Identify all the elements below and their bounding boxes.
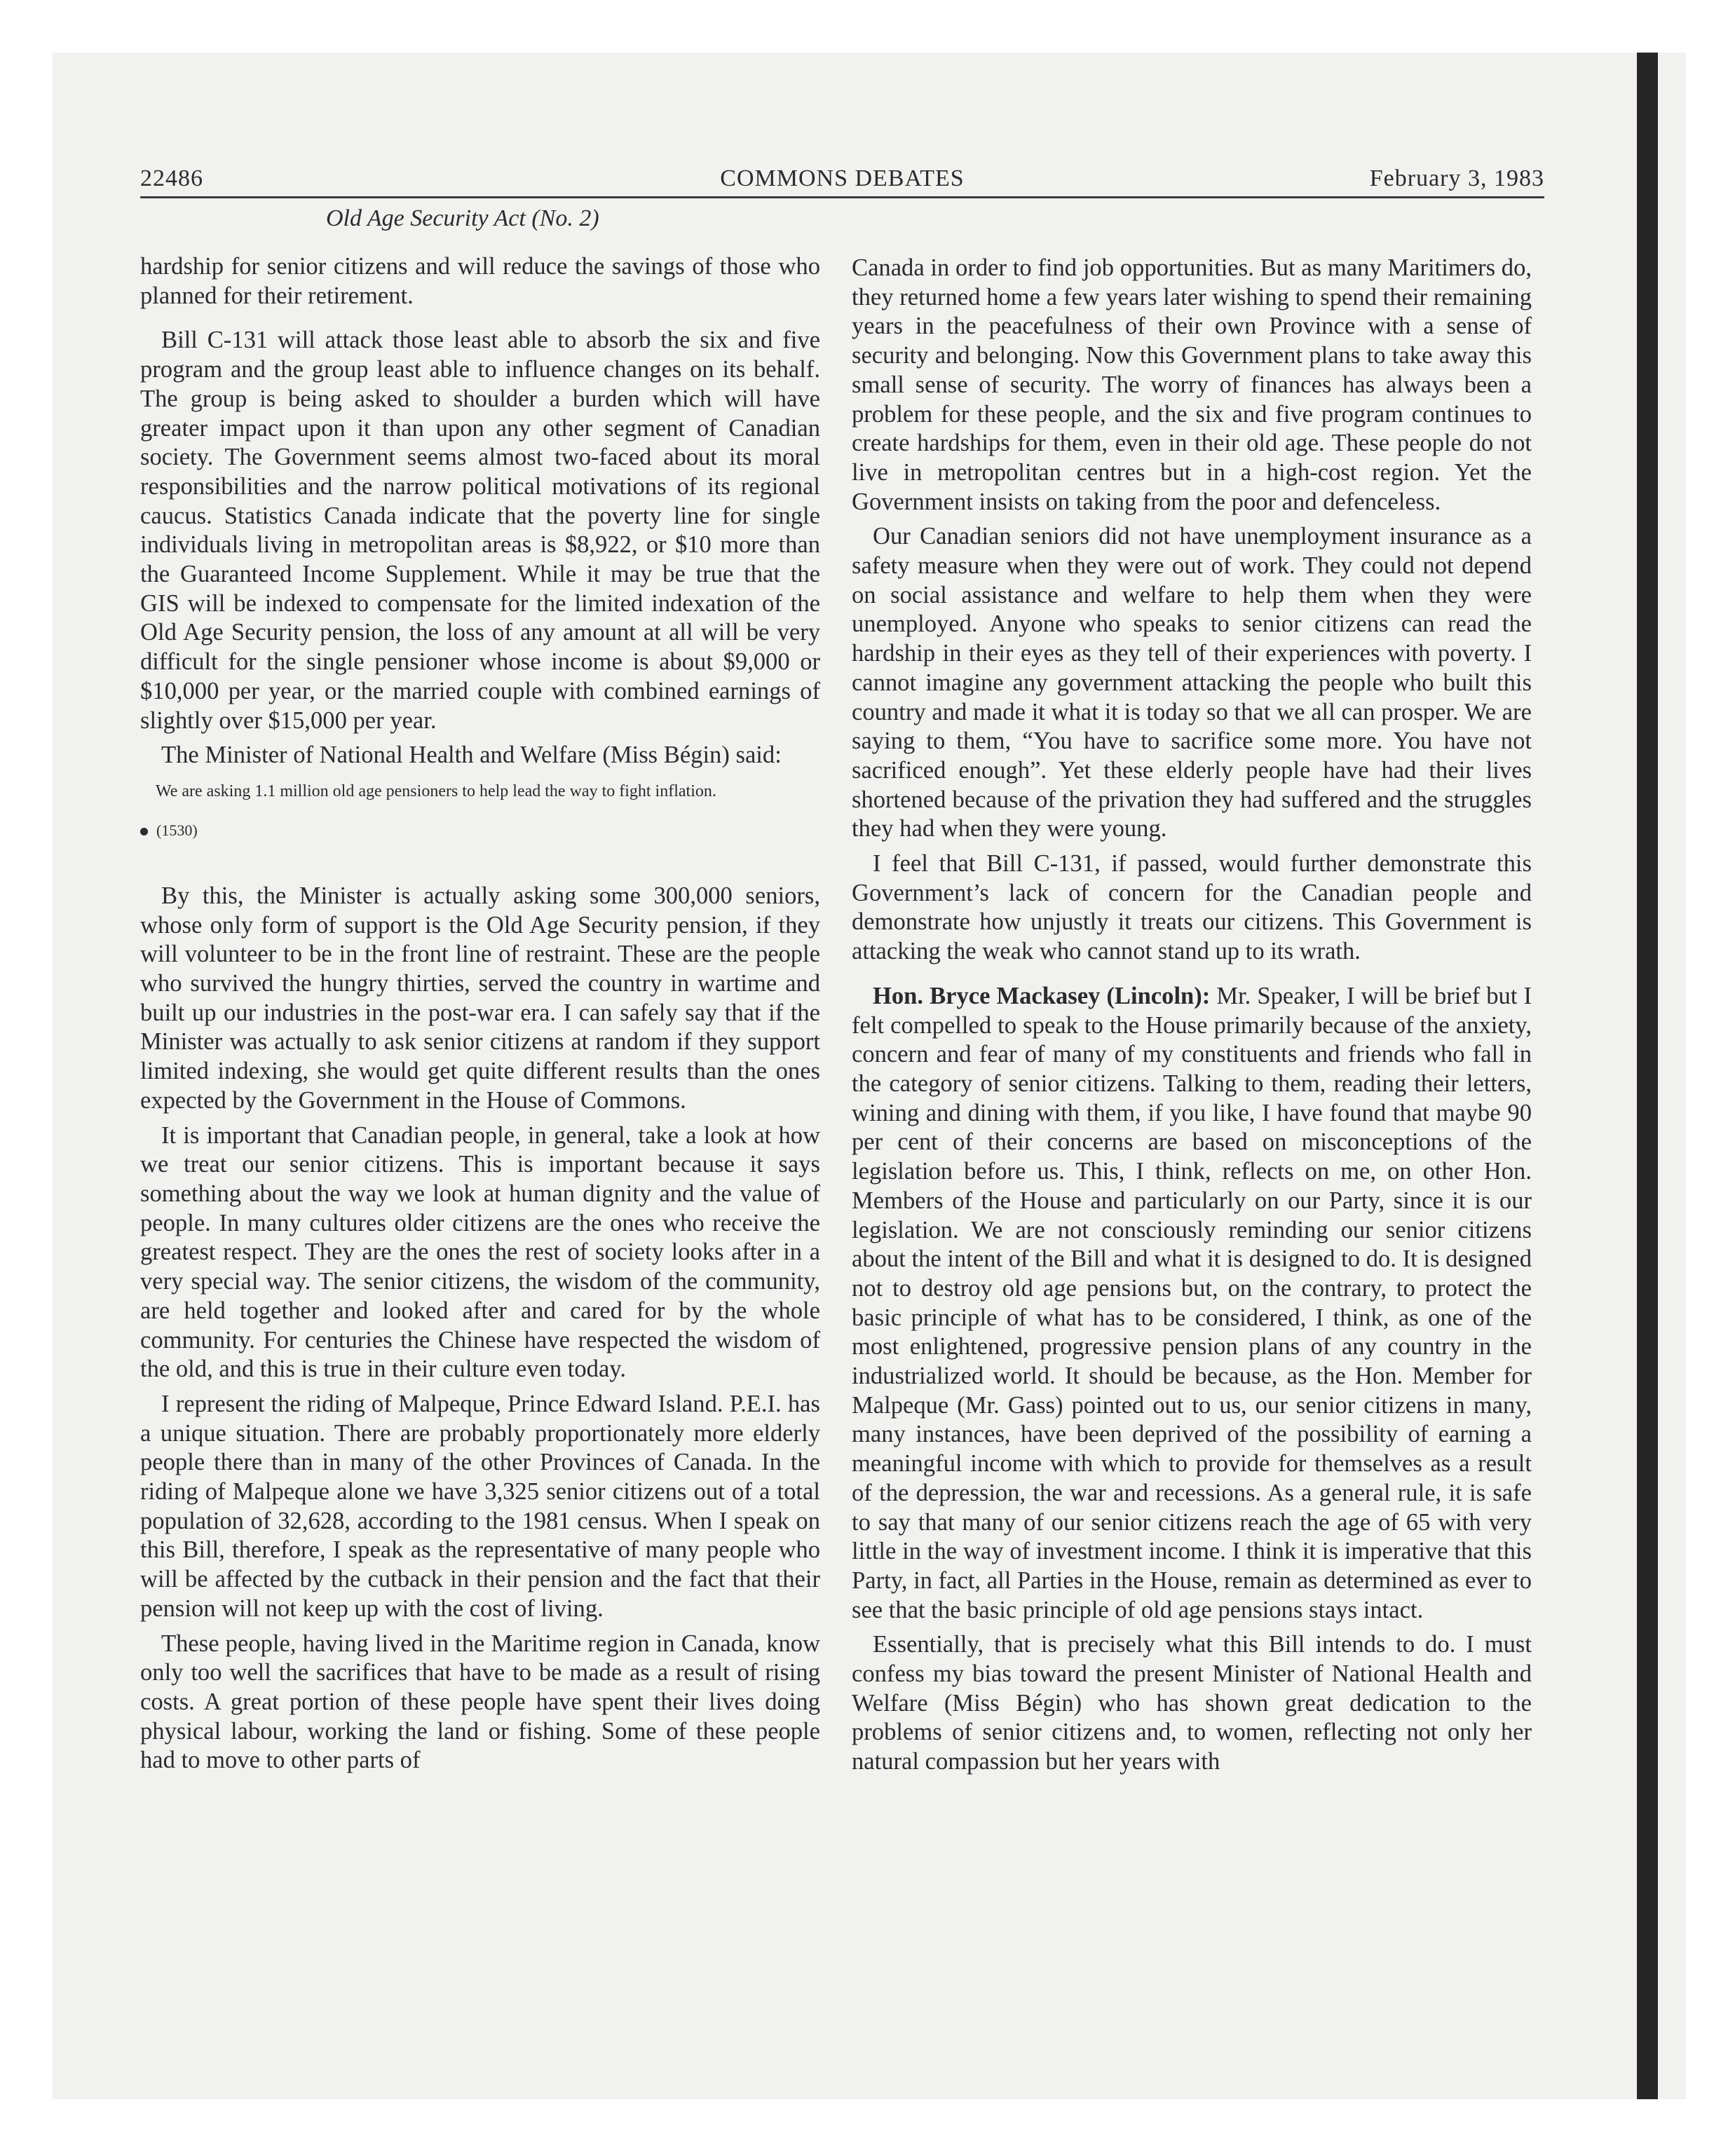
time-marker (140, 820, 820, 841)
paragraph: The Minister of National Health and Welfare (Miss Bégin) said: (161, 742, 782, 769)
paragraph: Bill C-131 will attack those least able to absorb the six and five program and the group least able to influence changes on its behalf. The group is being asked to shoulder a burden which will have greater impact upon it than upon any other segment of Canadian society. The Government seems almost two-faced about its moral responsibilities and the narrow political motivations of its regional caucus. Statistics Canada indicate that the poverty line for single individuals living in metropolitan areas is $8,922, or $10 more than the Guaranteed Income Supplement. While it may be true that the GIS will be indexed to compensate for the limited indexation of the Old Age Security pension, the loss of any amount at all will be very difficult for the single pensioner whose income is about $9,000 or $10,000 per year, or the married couple with combined earnings of slightly over $15,000 per year. (140, 327, 820, 734)
paragraph: By this, the Minister is actually asking some 300,000 seniors, whose only form of support is the Old Age Security pension, if they will volunteer to be in the front line of restraint. These are the people who survived the hungry thirties, served the country in wartime and built up our industries in the post-war era. I can safely say that if the Minister was actually to ask senior citizens at random if they support limited indexing, she would get quite different results than the ones expected by the Government in the House of Commons. (140, 882, 820, 1114)
speech-text: Mr. Speaker, I will be brief but I felt compelled to speak to the House primarily because of the anxiety, concern and fear of many of my constituents and friends who fall in the category of senior citizens. Talking to them, reading their letters, wining and dining with them, if you like, I have found that maybe 90 per cent of their concerns are based on misconceptions of the legislation before us. This, I think, reflects on me, on other Hon. Members of the House and particularly on our Party, since it is our legislation. We are not consciously reminding our senior citizens about the intent of the Bill and what it is designed to do. It is designed not to destroy old age pensions but, on the contrary, to protect the basic principle of what has to be considered, I think, as one of the most enlightened, progressive pension plans of any country in the industrialized world. It should be because, as the Hon. Member for Malpeque (Mr. Gass) pointed out to us, our senior citizens in many, many instances, have been deprived of the possibility of earning a meaningful income with which to provide for themselves as a result of the depression, the war and recessions. As a general rule, it is safe to say that many of our senior citizens reach the age of 65 with very little in the way of investment income. I think it is imperative that this Party, in fact, all Parties in the House, remain as determined as ever to see that the basic principle of old age pensions stays intact. (852, 982, 1532, 1623)
right-column (852, 254, 1532, 1964)
scan-edge-bar (1637, 53, 1658, 2099)
publication-date: February 3, 1983 (1369, 165, 1544, 191)
paragraph: It is important that Canadian people, in general, take a look at how we treat our senior citizens. This is important because it says something about the way we look at human dignity and the value of people. In many cultures older citizens are the ones who receive the greatest respect. They are the ones the rest of society looks after in a very special way. The senior citizens, the wisdom of the community, are held together and looked after and cared for by the whole community. For centuries the Chinese have respected the wisdom of the old, and this is true in their culture even today. (140, 1121, 820, 1383)
bullet-icon (140, 828, 148, 835)
speaker-name: Hon. Bryce Mackasey (Lincoln): (873, 982, 1211, 1009)
paragraph: Our Canadian seniors did not have unemployment insurance as a safety measure when they were out of work. They could not depend on social assistance and welfare to help them when they were unemployed. Anyone who speaks to senior citizens can read the hardship in their eyes as they tell of their experiences with poverty. I cannot imagine any government attacking the people who built this country and made it what it is today so that we all can prosper. We are saying to them, “You have to sacrifice some more. You have not sacrificed enough”. Yet these elderly people have had their lives shortened because of the privation they had suffered and the struggles they had when they were young. (852, 523, 1532, 842)
paragraph: I feel that Bill C-131, if passed, would further demonstrate this Government’s lack of concern for the Canadian people and demonstrate how unjustly it treats our citizens. This Government is attacking the weak who cannot stand up to its wrath. (852, 850, 1532, 965)
paragraph: I represent the riding of Malpeque, Prince Edward Island. P.E.I. has a unique situation. There are probably proportionately more elderly people there than in many of the other Provinces of Canada. In the riding of Malpeque alone we have 3,325 senior citizens out of a total population of 32,628, according to the 1981 census. When I speak on this Bill, therefore, I speak as the representative of many people who will be affected by the cutback in their pension and the fact that their pension will not keep up with the cost of living. (140, 1390, 820, 1622)
time-marker-text: (1530) (156, 821, 198, 839)
block-quote: We are asking 1.1 million old age pensioners to help lead the way to fight inflation. (156, 782, 716, 800)
speaker-paragraph (852, 982, 1532, 1625)
page-header (140, 160, 1544, 198)
page-number: 22486 (140, 165, 203, 191)
publication-title: COMMONS DEBATES (720, 165, 965, 191)
left-column (140, 252, 820, 1963)
section-title: Old Age Security Act (No. 2) (326, 205, 599, 231)
paragraph: Essentially, that is precisely what this Bill intends to do. I must confess my bias toward the present Minister of National Health and Welfare (Miss Bégin) who has shown great dedication to the problems of senior citizens and, to women, reflecting not only her natural compassion but her years with (852, 1631, 1532, 1775)
paragraph: These people, having lived in the Maritime region in Canada, know only too well the sacrifices that have to be made as a result of rising costs. A great portion of these people have spent their lives doing physical labour, working the land or fishing. Some of these people had to move to other parts of (140, 1630, 820, 1774)
paragraph: Canada in order to find job opportunities. But as many Maritimers do, they returned home a few years later wishing to spend their remaining years in the peacefulness of their own Province with a sense of security and belonging. Now this Government plans to take away this small sense of security. The worry of finances has always been a problem for these people, and the six and five program continues to create hardships for them, even in their old age. These people do not live in metropolitan centres but in a high-cost region. Yet the Government insists on taking from the poor and defenceless. (852, 254, 1532, 515)
paragraph: hardship for senior citizens and will reduce the savings of those who planned for their retirement. (140, 253, 820, 309)
